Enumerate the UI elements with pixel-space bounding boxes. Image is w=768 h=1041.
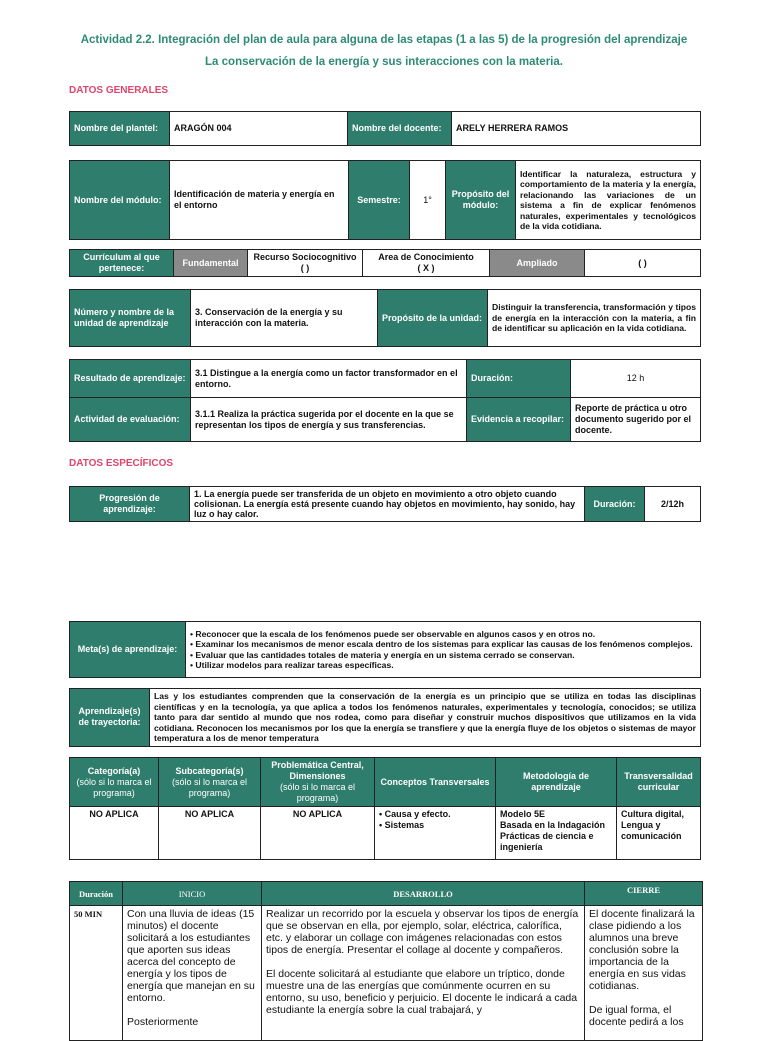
sequence-desarrollo: Realizar un recorrido por la escuela y observar los tipos de energía que se observan en ella, por ejemplo, solar, eléctrica, calorífica, etc. y elaborar un collage con imágenes relacionadas con estos tipos de energía. Presentar el collage al docente y compañeros. El docente solicitará al estudiante que elabore un tríptico, donde muestre una de las energías que comúnmente ocurren en su entorno, su uso, beneficio y perjuicio. El docente le indicará a cada estudiante la energía sobre la cual trabajará, y [262, 906, 585, 1041]
metas-table [69, 621, 701, 678]
metodologia-item: Prácticas de ciencia e ingeniería [500, 831, 594, 852]
plantel-label: Nombre del plantel: [70, 112, 170, 146]
transversalidad-item: Lengua y comunicación [621, 820, 682, 841]
conceptos-value [375, 807, 496, 860]
modulo-value: Identificación de materia y energía en el entorno [170, 161, 349, 240]
docente-label: Nombre del docente: [348, 112, 452, 146]
sequence-duracion: 50 MIN [70, 906, 123, 1041]
resultado-label: Resultado de aprendizaje: [70, 360, 191, 398]
actividad-value: 3.1.1 Realiza la práctica sugerida por el docente en la que se representan los tipos de energía y sus transferencias. [191, 398, 467, 442]
subcategoria-value: NO APLICA [159, 807, 261, 860]
transversalidad-item: Cultura digital, [621, 809, 684, 819]
metas-list [186, 622, 701, 678]
concepto-item: • Causa y efecto. [379, 809, 451, 819]
recurso-mark: ( ) [300, 263, 310, 273]
proposito-modulo-label: Propósito del módulo: [446, 161, 516, 240]
sequence-cierre: El docente finalizará la clase pidiendo a los alumnos una breve conclusión sobre la importancia de la energía en sus vidas cotidianas. De igual forma, el docente pedirá a los [585, 906, 703, 1041]
activity-title: Actividad 2.2. Integración del plan de aula para alguna de las etapas (1 a las 5) de la progresión del aprendizaje [80, 34, 688, 46]
plantel-table [69, 111, 701, 146]
header-transversalidad: Transversalidad curricular [617, 758, 701, 807]
proposito-modulo-value: Identificar la naturaleza, estructura y comportamiento de la materia y la energía, relacionando las variaciones de un sistema a fin de explicar fenómenos naturales, experimentales y tecnológicos de la vida cotidiana. [516, 161, 701, 240]
curriculum-label: Currículum al que pertenece: [70, 250, 174, 277]
area-label: Area de Conocimiento [378, 252, 474, 262]
section-datos-generales: DATOS GENERALES [69, 85, 169, 96]
section-datos-especificos: DATOS ESPECÍFICOS [69, 458, 174, 469]
progresion-table [69, 486, 701, 522]
fundamental-option: Fundamental [174, 250, 248, 277]
ampliado-option: Ampliado [490, 250, 585, 277]
resultado-table [69, 359, 701, 442]
progresion-duracion-label: Duración: [585, 487, 645, 522]
sequence-inicio: Con una lluvia de ideas (15 minutos) el docente solicitará a los estudiantes que aporten sus ideas acerca del concepto de energía y los tipos de energía que manejan en su entorno. Posteriormente [123, 906, 262, 1041]
header-problematica: Problemática Central, Dimensiones (sólo si lo marca el programa) [261, 758, 375, 807]
area-mark: ( X ) [417, 263, 435, 273]
semestre-label: Semestre: [349, 161, 410, 240]
header-metodologia: Metodología de aprendizaje [496, 758, 617, 807]
categoria-value: NO APLICA [70, 807, 159, 860]
metodologia-item: Basada en la Indagación [500, 820, 606, 830]
meta-item: • Utilizar modelos para realizar tareas específicas. [190, 660, 394, 670]
area-option [363, 250, 490, 277]
header-desarrollo: DESARROLLO [262, 882, 585, 906]
progresion-duracion-value: 2/12h [645, 487, 701, 522]
problematica-value: NO APLICA [261, 807, 375, 860]
concepto-item: • Sistemas [379, 820, 425, 830]
duracion-label: Duración: [467, 360, 571, 398]
sequence-table [69, 881, 703, 1041]
proposito-unidad-label: Propósito de la unidad: [378, 290, 488, 347]
meta-item: • Examinar los mecanismos de menor escala dentro de los sistemas para explicar las causas de los fenómenos complejos. [190, 639, 693, 649]
proposito-unidad-value: Distinguir la transferencia, transformación y tipos de energía en la interacción con la materia, a fin de identificar su aplicación en la vida cotidiana. [488, 290, 701, 347]
unidad-table [69, 289, 701, 347]
modulo-label: Nombre del módulo: [70, 161, 170, 240]
activity-subtitle: La conservación de la energía y sus interacciones con la materia. [205, 56, 563, 68]
metas-label: Meta(s) de aprendizaje: [70, 622, 186, 678]
header-inicio: INICIO [123, 882, 262, 906]
evidencia-label: Evidencia a recopilar: [467, 398, 571, 442]
trayectoria-value: Las y los estudiantes comprenden que la conservación de la energía es un principio que se utiliza en todas las disciplinas científicas y en la tecnología, ya que aplica a todos los fenómenos naturales, experimentales y tecnología, conocidos; se utiliza tanto para dar sentido al mundo que nos rodea, como para diseñar y construir muchos dispositivos que utilizamos en la vida cotidiana. Reconocen los mecanismos por los que la energía se transfiere y que la energía fluye de los objetos o sistemas de mayor temperatura a los de menor temperatura [150, 689, 701, 747]
metodologia-value [496, 807, 617, 860]
semestre-value: 1° [410, 161, 446, 240]
recurso-label: Recurso Sociocognitivo [253, 252, 357, 262]
duracion-value: 12 h [571, 360, 701, 398]
header-subcategoria: Subcategoría(s) (sólo si lo marca el programa) [159, 758, 261, 807]
unidad-value: 3. Conservación de la energía y su interacción con la materia. [191, 290, 378, 347]
actividad-label: Actividad de evaluación: [70, 398, 191, 442]
transversalidad-value [617, 807, 701, 860]
progresion-label: Progresión de aprendizaje: [70, 487, 190, 522]
categories-table [69, 757, 701, 860]
trayectoria-label: Aprendizaje(s) de trayectoria: [70, 689, 150, 747]
header-duracion: Duración [70, 882, 123, 906]
evidencia-value: Reporte de práctica u otro documento sugerido por el docente. [571, 398, 701, 442]
plantel-value: ARAGÓN 004 [170, 112, 348, 146]
trayectoria-table [69, 688, 701, 747]
ampliado-mark: ( ) [585, 250, 701, 277]
meta-item: • Reconocer que la escala de los fenómenos puede ser observable en algunos casos y en otros no. [190, 628, 596, 639]
recurso-option [248, 250, 363, 277]
resultado-value: 3.1 Distingue a la energía como un factor transformador en el entorno. [191, 360, 467, 398]
unidad-label: Número y nombre de la unidad de aprendizaje [70, 290, 191, 347]
meta-item: • Evaluar que las cantidades totales de materia y energía en un sistema cerrado se conservan. [190, 649, 575, 660]
metodologia-item: Modelo 5E [500, 809, 546, 819]
progresion-value: 1. La energía puede ser transferida de un objeto en movimiento a otro objeto cuando colisionan. La energía está presente cuando hay objetos en movimiento, hay sonido, hay luz o hay calor. [190, 487, 585, 522]
header-cierre: CIERRE [585, 882, 703, 906]
header-categoria: Categoría(a) (sólo si lo marca el programa) [70, 758, 159, 807]
curriculum-table [69, 249, 701, 277]
header-conceptos: Conceptos Transversales [375, 758, 496, 807]
docente-value: ARELY HERRERA RAMOS [452, 112, 701, 146]
modulo-table [69, 160, 701, 240]
